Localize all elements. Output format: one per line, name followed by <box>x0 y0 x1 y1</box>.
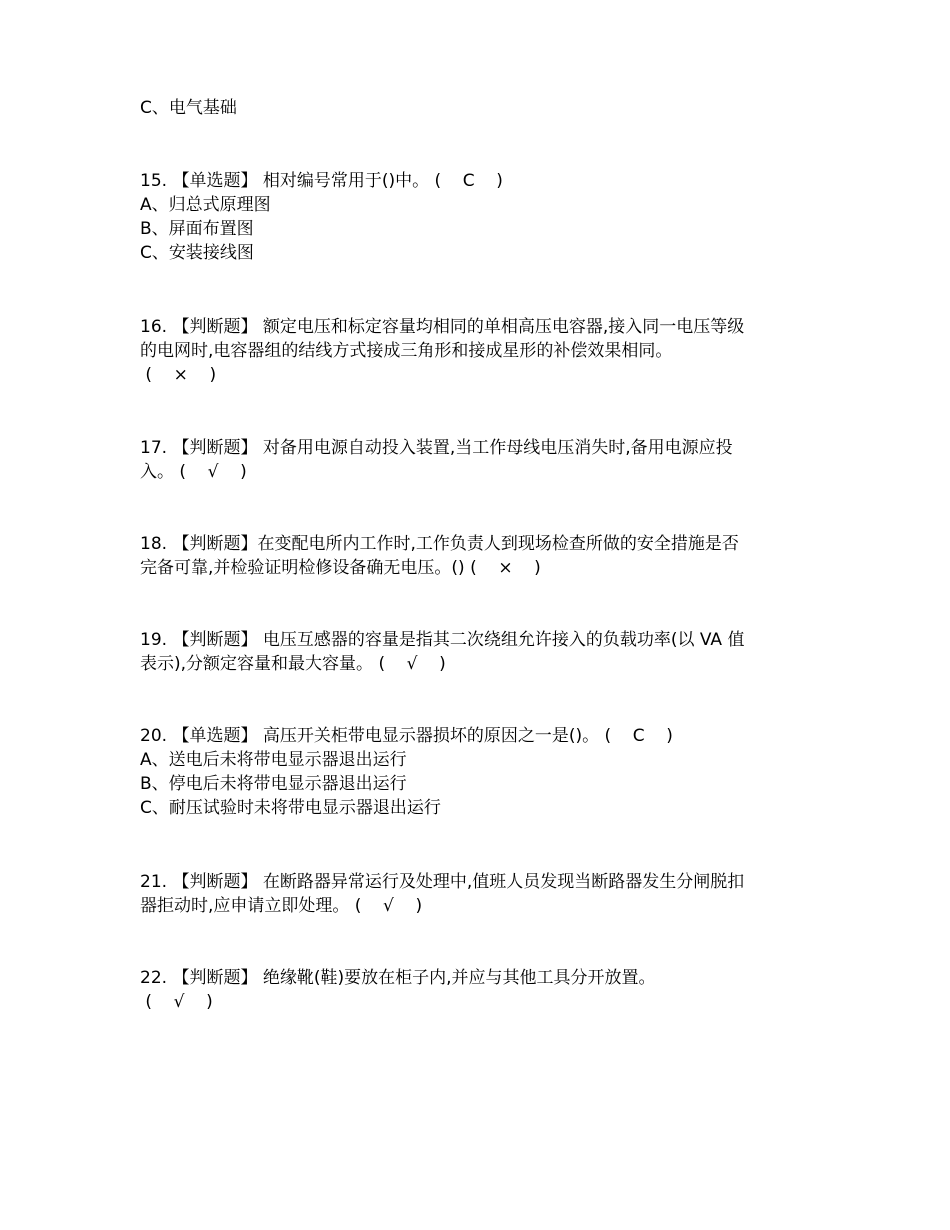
q17-question-line1: 17. 【判断题】 对备用电源自动投入装置,当工作母线电压消失时,备用电源应投 <box>140 438 733 458</box>
q15-question: 15. 【单选题】 相对编号常用于()中。 ( C ) <box>140 171 503 191</box>
q22-question: 22. 【判断题】 绝缘靴(鞋)要放在柜子内,并应与其他工具分开放置。 <box>140 968 656 988</box>
q15-option-c: C、安装接线图 <box>140 243 254 263</box>
q16-answer: ( × ) <box>140 365 217 385</box>
q20-option-b: B、停电后未将带电显示器退出运行 <box>140 774 407 794</box>
q15-option-a: A、归总式原理图 <box>140 195 271 215</box>
q21-question-line1: 21. 【判断题】 在断路器异常运行及处理中,值班人员发现当断路器发生分闸脱扣 <box>140 872 745 892</box>
q21-question-line2: 器拒动时,应申请立即处理。 ( √ ) <box>140 896 423 916</box>
q14-option-c: C、电气基础 <box>140 98 237 118</box>
q18-question-line1: 18. 【判断题】在变配电所内工作时,工作负责人到现场检查所做的安全措施是否 <box>140 534 739 554</box>
q16-question-line2: 的电网时,电容器组的结线方式接成三角形和接成星形的补偿效果相同。 <box>140 341 673 361</box>
q22-answer: ( √ ) <box>140 992 213 1012</box>
q20-option-c: C、耐压试验时未将带电显示器退出运行 <box>140 798 441 818</box>
q18-question-line2: 完备可靠,并检验证明检修设备确无电压。() ( × ) <box>140 558 541 578</box>
q17-question-line2: 入。 ( √ ) <box>140 462 247 482</box>
q15-option-b: B、屏面布置图 <box>140 219 254 239</box>
q19-question-line1: 19. 【判断题】 电压互感器的容量是指其二次绕组允许接入的负载功率(以 VA 值 <box>140 630 745 650</box>
q19-question-line2: 表示),分额定容量和最大容量。 ( √ ) <box>140 654 446 674</box>
q16-question-line1: 16. 【判断题】 额定电压和标定容量均相同的单相高压电容器,接入同一电压等级 <box>140 317 745 337</box>
q20-option-a: A、送电后未将带电显示器退出运行 <box>140 750 407 770</box>
q20-question: 20. 【单选题】 高压开关柜带电显示器损坏的原因之一是()。 ( C ) <box>140 726 673 746</box>
